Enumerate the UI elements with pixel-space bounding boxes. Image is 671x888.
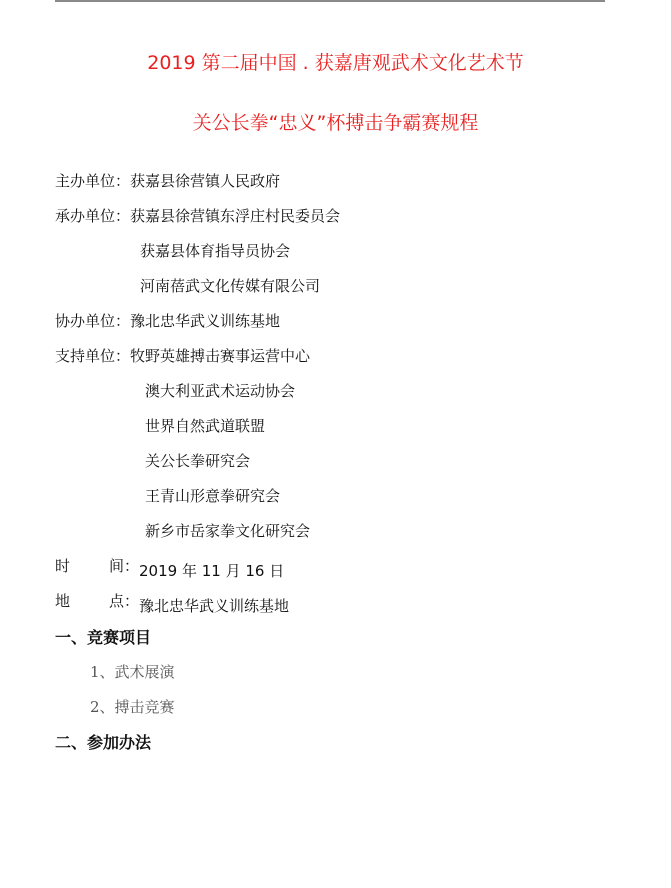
place-value: 豫北忠华武义训练基地: [139, 597, 290, 615]
supporter-value: 关公长拳研究会: [145, 452, 251, 470]
place-label: [55, 591, 139, 611]
supporter-label: 支持单位：: [55, 347, 131, 365]
co-organizer-row: [55, 311, 280, 331]
supporter-value: 新乡市岳家拳文化研究会: [145, 522, 311, 540]
place-label-part: 地: [55, 592, 71, 610]
place-label-part: 点：: [108, 592, 139, 610]
time-label-part: 时: [55, 557, 71, 575]
undertaker-label: 承办单位：: [55, 207, 131, 225]
undertaker-row: [55, 206, 340, 226]
competition-item: 2、搏击竞赛: [90, 698, 175, 716]
time-value: 2019 年 11 月 16 日: [139, 562, 285, 580]
supporter-value: 王青山形意拳研究会: [145, 487, 281, 505]
place-row: [55, 591, 289, 616]
supporter-value: 牧野英雄搏击赛事运营中心: [130, 347, 311, 365]
undertaker-value: 获嘉县体育指导员协会: [140, 242, 291, 260]
undertaker-value: 河南蓓武文化传媒有限公司: [140, 277, 321, 295]
top-rule: [55, 0, 605, 2]
undertaker-value: 获嘉县徐营镇东浮庄村民委员会: [130, 207, 341, 225]
co-organizer-value: 豫北忠华武义训练基地: [130, 312, 281, 330]
host-value: 获嘉县徐营镇人民政府: [130, 172, 281, 190]
title-line-2: 关公长拳“忠义”杯搏击争霸赛规程: [192, 112, 479, 134]
competition-item: 1、武术展演: [90, 663, 175, 681]
section-heading: 二、参加办法: [55, 733, 152, 752]
supporter-value: 世界自然武道联盟: [145, 417, 266, 435]
co-organizer-label: 协办单位：: [55, 312, 131, 330]
time-row: [55, 556, 284, 581]
title-line-1: 2019 第二届中国 . 获嘉唐观武术文化艺术节: [147, 52, 524, 74]
supporter-row: [55, 346, 310, 366]
supporter-value: 澳大利亚武术运动协会: [145, 382, 296, 400]
time-label: [55, 556, 139, 576]
host-row: [55, 171, 280, 191]
time-label-part: 间：: [108, 557, 139, 575]
host-label: 主办单位：: [55, 172, 131, 190]
section-heading: 一、竞赛项目: [55, 628, 152, 647]
